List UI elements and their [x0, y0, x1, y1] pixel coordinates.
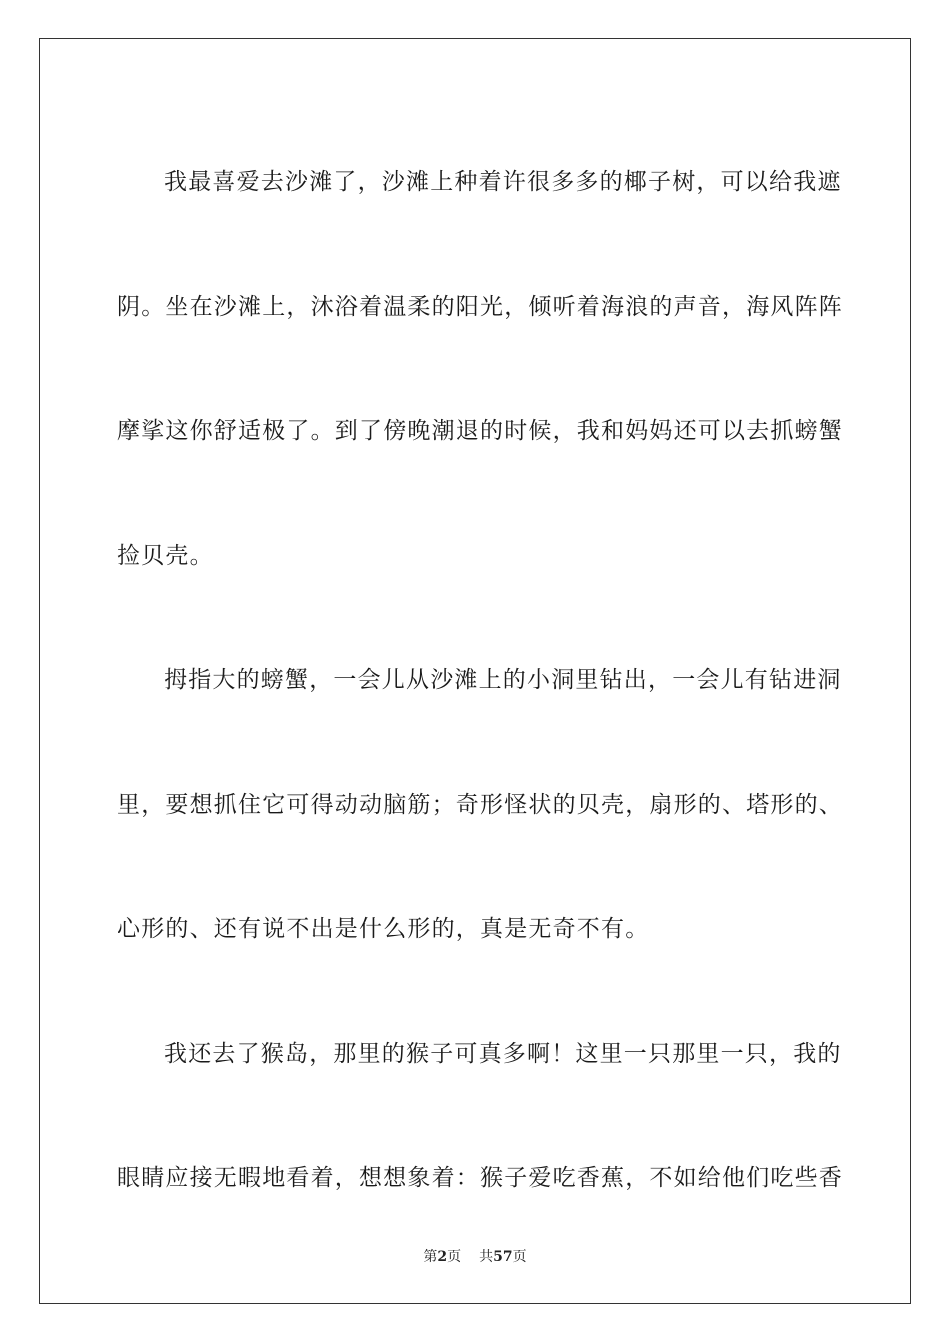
- total-prefix: 共: [479, 1249, 494, 1265]
- text-line: 摩挲这你舒适极了。到了傍晚潮退的时候，我和妈妈还可以去抓螃蟹: [117, 418, 843, 444]
- page-suffix: 页: [447, 1249, 462, 1265]
- paragraph-3: [117, 992, 843, 1241]
- text-line: 眼睛应接无暇地看着，想想象着：猴子爱吃香蕉，不如给他们吃些香: [117, 1165, 843, 1191]
- page-footer: [0, 1246, 950, 1266]
- text-line: 阴。坐在沙滩上，沐浴着温柔的阳光，倾听着海浪的声音，海风阵阵: [117, 293, 843, 320]
- paragraph-1: [117, 120, 843, 618]
- page-number: 2: [437, 1249, 448, 1265]
- text-line: 捡贝壳。: [117, 542, 214, 569]
- paragraph-2: [117, 618, 843, 992]
- text-line: 心形的、还有说不出是什么形的，真是无奇不有。: [117, 916, 650, 942]
- total-pages: 57: [493, 1249, 513, 1265]
- text-line: 我还去了猴岛，那里的猴子可真多啊！这里一只那里一只，我的: [164, 1040, 842, 1067]
- document-body: [117, 120, 843, 1241]
- text-line: 我最喜爱去沙滩了，沙滩上种着许很多多的椰子树，可以给我遮: [164, 169, 842, 195]
- total-suffix: 页: [512, 1249, 527, 1265]
- text-line: 拇指大的螃蟹，一会儿从沙滩上的小洞里钻出，一会儿有钻进洞: [164, 667, 842, 693]
- text-line: 里，要想抓住它可得动动脑筋；奇形怪状的贝壳，扇形的、塔形的、: [117, 791, 843, 818]
- page-prefix: 第: [423, 1249, 438, 1265]
